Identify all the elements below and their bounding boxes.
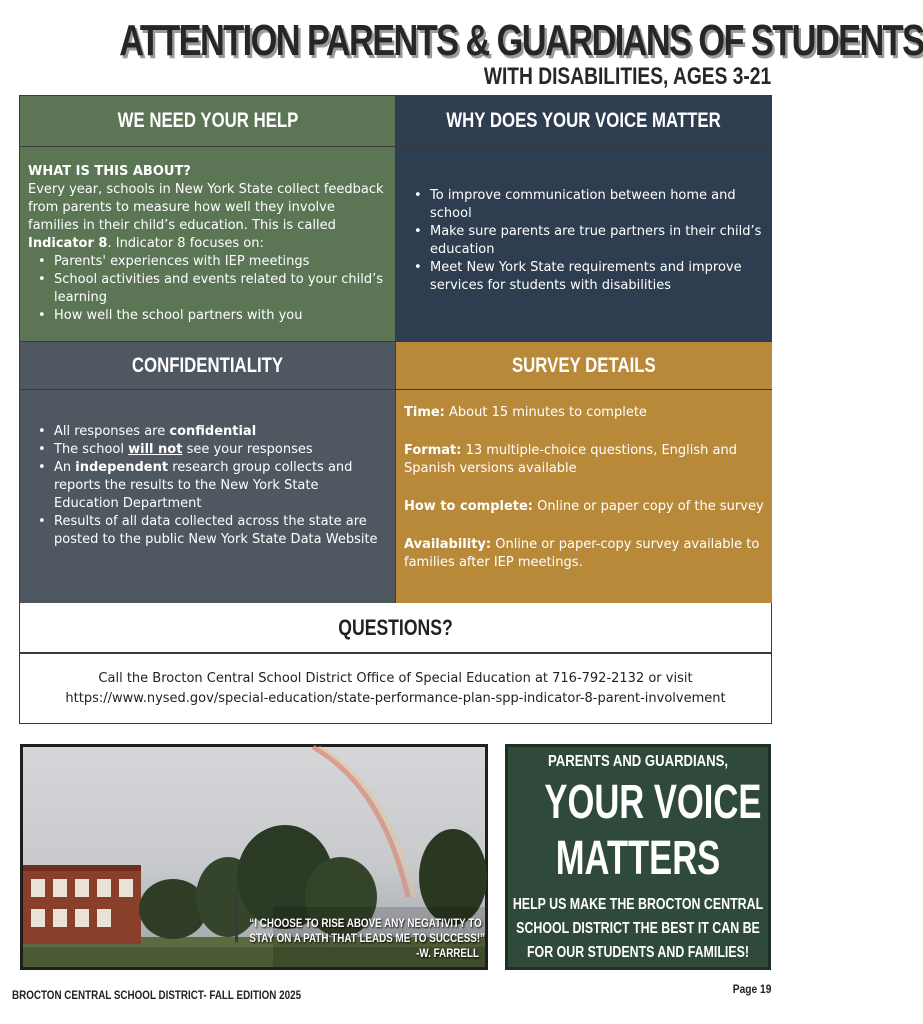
list-item: • School activities and events related to your child’s learning (28, 271, 387, 307)
footer-edition: BROCTON CENTRAL SCHOOL DISTRICT- FALL EDITION 2025 (12, 988, 302, 1002)
help-question: WHAT IS THIS ABOUT? (28, 164, 191, 179)
quote-attribution: -W. FARRELL (416, 946, 479, 960)
list-item: • All responses are confidential (28, 423, 387, 441)
confidentiality-body (20, 390, 396, 603)
survey-body (396, 390, 772, 603)
voice-matter-list (404, 187, 764, 295)
confidentiality-list (28, 423, 387, 549)
page-title: ATTENTION PARENTS & GUARDIANS OF STUDENTS (119, 16, 923, 65)
list-item: • How well the school partners with you (28, 307, 387, 325)
survey-how: How to complete: Online or paper copy of the survey (404, 499, 764, 514)
info-grid (19, 95, 772, 603)
list-item: • An independent research group collects and reports the results to the New York State Education Department (28, 459, 387, 513)
help-intro: Every year, schools in New York State collect feedback from parents to measure how well they involve families in their child’s education. This is called Indicator 8. Indicator 8 focuses on: (28, 182, 384, 251)
list-item: • The school will not see your responses (28, 441, 387, 459)
rainbow-photo (20, 744, 488, 970)
survey-format: Format: 13 multiple-choice questions, English and Spanish versions available (404, 443, 737, 476)
survey-time: Time: About 15 minutes to complete (404, 405, 647, 420)
questions-contact: Call the Brocton Central School District Office of Special Education at 716-792-2132 or visit (98, 670, 693, 686)
questions-heading: QUESTIONS? (19, 603, 772, 653)
list-item: • To improve communication between home and school (404, 187, 764, 223)
voice-callout-headline-2: MATTERS (555, 832, 721, 885)
page-subtitle: WITH DISABILITIES, AGES 3-21 (483, 63, 771, 90)
confidentiality-heading: CONFIDENTIALITY (20, 341, 396, 390)
list-item: • Make sure parents are true partners in their child’s education (404, 223, 764, 259)
voice-callout (505, 744, 771, 970)
list-item: • Parents' experiences with IEP meetings (28, 253, 387, 271)
help-heading: WE NEED YOUR HELP (20, 96, 396, 147)
help-list (28, 253, 387, 325)
voice-matter-heading: WHY DOES YOUR VOICE MATTER (396, 96, 772, 147)
survey-availability: Availability: Online or paper-copy survey available to families after IEP meetings. (404, 537, 760, 570)
questions-body (19, 653, 772, 724)
help-body (20, 147, 396, 341)
list-item: • Meet New York State requirements and improve services for students with disabilities (404, 259, 764, 295)
voice-callout-message: HELP US MAKE THE BROCTON CENTRAL SCHOOL DISTRICT THE BEST IT CAN BE FOR OUR STUDENTS AND FAMILIES! (512, 896, 764, 961)
page-number: Page 19 (732, 982, 771, 996)
list-item: • Results of all data collected across the state are posted to the public New York State Data Website (28, 513, 387, 549)
voice-callout-headline-1: YOUR VOICE (544, 776, 762, 829)
photo-quote: “I CHOOSE TO RISE ABOVE ANY NEGATIVITY TO STAY ON A PATH THAT LEADS ME TO SUCCESS!” -W. FARRELL (249, 916, 486, 960)
voice-matter-body (396, 147, 772, 341)
survey-heading: SURVEY DETAILS (396, 341, 772, 390)
questions-link[interactable]: https://www.nysed.gov/special-education/state-performance-plan-spp-indicator-8-parent-involvement (65, 690, 726, 706)
voice-callout-greeting: PARENTS AND GUARDIANS, (547, 753, 729, 770)
